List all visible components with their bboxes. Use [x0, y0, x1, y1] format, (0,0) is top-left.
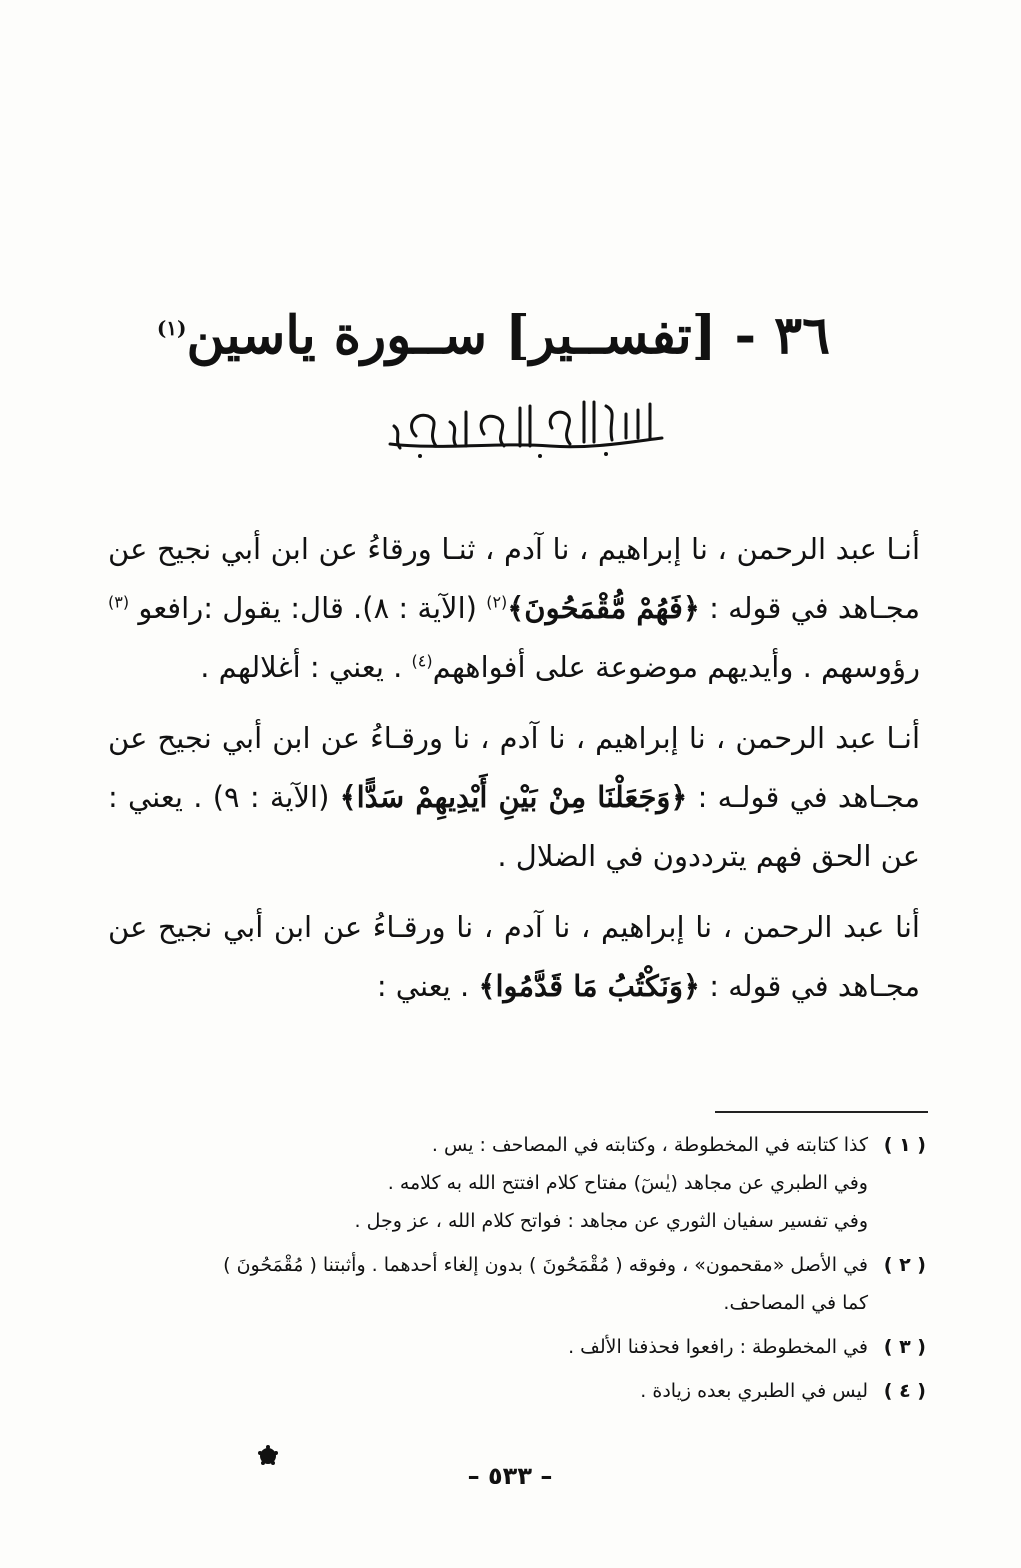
footnote-number: ( ٢ ) [883, 1254, 926, 1276]
footnotes [100, 1126, 926, 1416]
footnote-2 [100, 1246, 926, 1322]
footnote-line: في المخطوطة : رافعوا فحذفنا الألف . [568, 1336, 868, 1358]
chapter-title-footnote-ref: (١) [156, 315, 187, 340]
footnote-number: ( ٤ ) [883, 1380, 926, 1402]
footnote-1 [100, 1126, 926, 1240]
main-text [108, 520, 920, 1028]
footnote-line: وفي الطبري عن مجاهد (يٰسٓ) مفتاح كلام افتتح الله به كلامه . [387, 1172, 868, 1194]
footnote-3 [100, 1328, 926, 1366]
paragraph-1 [108, 520, 920, 697]
chapter-title [156, 304, 830, 366]
footnote-line: ليس في الطبري بعده زيادة . [640, 1380, 868, 1402]
footnote-ref-3: (٣) [108, 592, 130, 612]
footnote-line: كذا كتابته في المخطوطة ، وكتابته في المصاحف : يس . [431, 1134, 868, 1156]
footnote-ref-2: (٢) [486, 592, 508, 612]
text-segment: أنـا عبد الرحمن ، نا إبراهيم ، نا آدم ، ثنـا ورقاءُ عن ابن أبي نجيح عن مجـاهد في قوله : [108, 532, 921, 625]
footnote-body [100, 1372, 868, 1410]
quran-verse: ﴿وَنَكْتُبُ مَا قَدَّمُوا﴾ [478, 969, 700, 1003]
footnote-ref-4: (٤) [411, 651, 433, 671]
text-segment: . يعني : أغلالهم . [200, 650, 412, 684]
text-segment: (الآية : ٩) . يعني : عن الحق فهم يترددون في الضلال . [108, 780, 920, 873]
basmala-calligraphy [380, 392, 670, 464]
footnote-divider [715, 1111, 928, 1113]
text-segment: رؤوسهم . وأيديهم موضوعة على أفواههم [432, 650, 920, 684]
paragraph-2 [108, 709, 920, 886]
footnote-number: ( ٣ ) [883, 1336, 926, 1358]
footnote-line: وفي تفسير سفيان الثوري عن مجاهد : فواتح كلام الله ، عز وجل . [354, 1210, 868, 1232]
page-number: – ٥٣٣ – [467, 1462, 553, 1490]
footnote-body [100, 1246, 868, 1322]
text-segment: (الآية : ٨). قال: يقول :رافعو [129, 591, 487, 625]
footnote-4 [100, 1372, 926, 1410]
text-segment: . يعني : [376, 969, 479, 1003]
footnote-body [100, 1126, 868, 1240]
quran-verse: ﴿فَهُمْ مُّقْمَحُونَ﴾ [507, 591, 700, 625]
chapter-title-text: ٣٦ - [تفســير] ســورة ياسين [186, 304, 830, 366]
footnote-number: ( ١ ) [883, 1134, 926, 1156]
footnote-line: في الأصل «مقحمون» ، وفوقه ( مُقْمَحُونَ ) بدون إلغاء أحدهما . وأثبتنا ( مُقْمَحُونَ ) [223, 1254, 868, 1276]
footnote-body [100, 1328, 868, 1366]
quran-verse: ﴿وَجَعَلْنَا مِنْ بَيْنِ أَيْدِيهِمْ سَدًّا﴾ [339, 780, 688, 814]
footnote-line: كما في المصاحف. [723, 1292, 868, 1314]
ornament-icon [256, 1444, 280, 1468]
paragraph-3 [108, 898, 920, 1016]
text-segment: أنـا عبد الرحمن ، نا إبراهيم ، نا آدم ، نا ورقـاءُ عن ابن أبي نجيح عن مجـاهد في قولـه : [108, 721, 920, 814]
text-segment: أنا عبد الرحمن ، نا إبراهيم ، نا آدم ، نا ورقـاءُ عن ابن أبي نجيح عن مجـاهد في قوله : [108, 910, 920, 1003]
